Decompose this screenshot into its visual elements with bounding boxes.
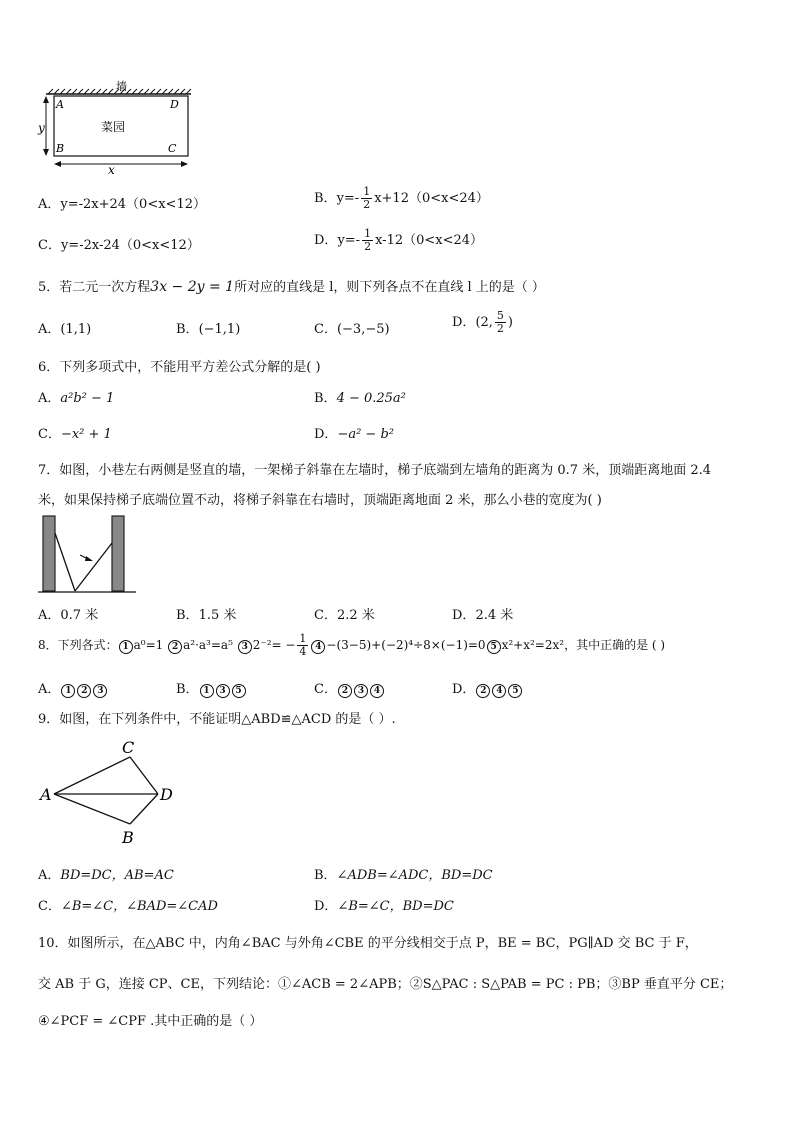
option-text: (2, [475, 315, 493, 330]
q9-option-a[interactable] [38, 864, 174, 883]
equation: 3x − 2y = 1 [150, 279, 235, 295]
expression: 2⁻²= − [252, 638, 296, 652]
q7-option-c[interactable] [314, 604, 375, 623]
circled-number: 4 [370, 684, 384, 698]
option-label: C． [38, 427, 61, 442]
q9-option-c[interactable] [38, 895, 218, 914]
option-text: 2.4 米 [475, 608, 514, 623]
fraction [361, 186, 372, 211]
expression: a⁰=1 [133, 638, 164, 652]
q5-option-d[interactable] [452, 310, 513, 335]
garden-figure [28, 78, 198, 178]
expression: −(3−5)+(−2)⁴÷8×(−1)=0 [326, 638, 486, 652]
q10-stem-line1: 10．如图所示，在△ABC 中，内角∠BAC 与外角∠CBE 的平分线相交于点 P，BE = BC，PG∥AD 交 BC 于 F， [38, 936, 698, 951]
option-label: D． [314, 899, 338, 914]
frac-den: 2 [496, 322, 504, 335]
option-label: A． [38, 197, 61, 212]
circled-number: 5 [487, 640, 501, 654]
q5-option-a[interactable] [38, 318, 91, 337]
option-label: D． [314, 233, 338, 248]
option-label: B． [314, 868, 337, 883]
option-text: y=-2x-24（0<x<12） [60, 238, 200, 253]
q4-option-b[interactable] [314, 186, 489, 211]
option-label: B． [176, 608, 199, 623]
option-text: −a² − b² [337, 427, 394, 442]
q5-stem [38, 276, 545, 295]
q10-stem-line3: ④∠PCF = ∠CPF .其中正确的是（ ） [38, 1014, 263, 1029]
frac-den: 2 [364, 240, 372, 253]
triangle-point-d: D [160, 785, 173, 804]
option-text: x-12（0<x<24） [375, 233, 484, 248]
circled-number: 4 [492, 684, 506, 698]
q5-option-c[interactable] [314, 318, 390, 337]
fraction [297, 633, 308, 658]
triangle-point-b: B [122, 828, 134, 847]
option-text: a²b² − 1 [60, 391, 115, 406]
alley-ladder-figure [38, 513, 138, 595]
option-label: B． [314, 391, 337, 406]
q9-option-b[interactable] [314, 864, 493, 883]
x-label: x [108, 163, 115, 177]
circled-number: 2 [338, 684, 352, 698]
q4-option-c[interactable] [38, 234, 200, 253]
circled-number: 3 [354, 684, 368, 698]
option-text: y=- [336, 191, 360, 206]
q7-option-d[interactable] [452, 604, 513, 623]
q9-option-d[interactable] [314, 895, 454, 914]
option-label: A． [38, 322, 61, 337]
option-label: C． [38, 238, 61, 253]
frac-den: 2 [363, 198, 371, 211]
option-label: A． [38, 608, 61, 623]
frac-num: 1 [364, 227, 372, 240]
point-b: B [56, 142, 65, 155]
option-label: B． [176, 322, 199, 337]
option-text: −x² + 1 [60, 427, 112, 442]
q6-option-d[interactable] [314, 423, 394, 442]
frac-num: 1 [363, 185, 371, 198]
frac-num: 5 [496, 309, 504, 322]
q6-option-a[interactable] [38, 387, 114, 406]
option-text: (1,1) [60, 322, 92, 337]
option-text: x+12（0<x<24） [374, 191, 489, 206]
circled-number: 2 [168, 640, 182, 654]
stem-text: 5．若二元一次方程 [38, 280, 151, 295]
option-label: D． [452, 682, 476, 697]
option-label: C． [314, 322, 337, 337]
frac-num: 1 [299, 632, 307, 645]
option-label: B． [176, 682, 199, 697]
expression: x²+x²=2x² [501, 638, 565, 652]
q7-stem-line1: 7．如图，小巷左右两侧是竖直的墙，一架梯子斜靠在左墙时，梯子底端到左墙角的距离为 0.7 米，顶端距离地面 2.4 [38, 463, 712, 478]
option-text: ) [507, 315, 513, 330]
stem-text: ，其中正确的是 ( ) [564, 638, 666, 652]
option-text: ∠B=∠C，BD=DC [337, 899, 454, 914]
option-label: C． [314, 682, 337, 697]
circled-number: 1 [200, 684, 214, 698]
point-d: D [170, 98, 179, 111]
triangle-point-c: C [122, 738, 135, 757]
circled-number: 2 [77, 684, 91, 698]
q8-option-b[interactable] [176, 678, 247, 698]
option-text: 4 − 0.25a² [336, 391, 406, 406]
wall-label: 墙 [116, 80, 127, 93]
option-text: ∠B=∠C，∠BAD=∠CAD [60, 899, 218, 914]
triangle-figure [36, 736, 186, 848]
option-label: A． [38, 391, 61, 406]
option-text: 2.2 米 [336, 608, 375, 623]
stem-text: 所对应的直线是 l，则下列各点不在直线 l 上的是（ ） [234, 280, 545, 295]
q8-stem [38, 633, 665, 658]
option-label: C． [38, 899, 61, 914]
option-label: C． [314, 608, 337, 623]
q4-option-d[interactable] [314, 228, 483, 253]
q6-option-b[interactable] [314, 387, 406, 406]
q7-stem-line2: 米，如果保持梯子底端位置不动，将梯子斜靠在右墙时，顶端距离地面 2 米，那么小巷的宽度为( ) [38, 493, 602, 508]
q6-stem: 6．下列多项式中，不能用平方差公式分解的是( ) [38, 360, 321, 375]
option-text: (−3,−5) [336, 322, 390, 337]
q9-stem: 9．如图，在下列条件中，不能证明△ABD≌△ACD 的是（ ）. [38, 712, 396, 727]
option-label: D． [452, 608, 476, 623]
expression: a²·a³=a⁵ [183, 638, 233, 652]
q7-option-b[interactable] [176, 604, 236, 623]
frac-den: 4 [299, 645, 307, 658]
fraction [495, 310, 506, 335]
option-text: ∠ADB=∠ADC，BD=DC [336, 868, 493, 883]
circled-number: 1 [119, 640, 133, 654]
option-text: y=- [337, 233, 361, 248]
option-text: (−1,1) [198, 322, 241, 337]
circled-number: 3 [93, 684, 107, 698]
option-text: 0.7 米 [60, 608, 99, 623]
circled-number: 5 [232, 684, 246, 698]
q6-option-c[interactable] [38, 423, 112, 442]
garden-label: 菜园 [101, 120, 126, 134]
circled-number: 3 [216, 684, 230, 698]
circled-number: 5 [508, 684, 522, 698]
fraction [362, 228, 373, 253]
stem-text: 8．下列各式： [38, 638, 118, 652]
option-label: D． [452, 315, 476, 330]
q4-option-a[interactable] [38, 193, 206, 212]
circled-number: 1 [61, 684, 75, 698]
option-text: y=-2x+24（0<x<12） [60, 197, 206, 212]
y-label: y [38, 121, 45, 135]
option-label: A． [38, 868, 61, 883]
q8-option-a[interactable] [38, 678, 108, 698]
circled-number: 4 [311, 640, 325, 654]
option-text: BD=DC，AB=AC [60, 868, 174, 883]
option-label: D． [314, 427, 338, 442]
triangle-point-a: A [40, 785, 52, 804]
q5-option-b[interactable] [176, 318, 240, 337]
circled-number: 2 [476, 684, 490, 698]
option-label: A． [38, 682, 61, 697]
point-a: A [56, 98, 64, 111]
q8-option-d[interactable] [452, 678, 523, 698]
point-c: C [168, 142, 177, 155]
q10-stem-line2: 交 AB 于 G，连接 CP、CE，下列结论：①∠ACB = 2∠APB；②S△PAC : S△PAB = PC : PB；③BP 垂直平分 CE； [38, 977, 733, 992]
circled-number: 3 [238, 640, 252, 654]
option-text: 1.5 米 [198, 608, 237, 623]
q8-option-c[interactable] [314, 678, 385, 698]
option-label: B． [314, 191, 337, 206]
q7-option-a[interactable] [38, 604, 98, 623]
